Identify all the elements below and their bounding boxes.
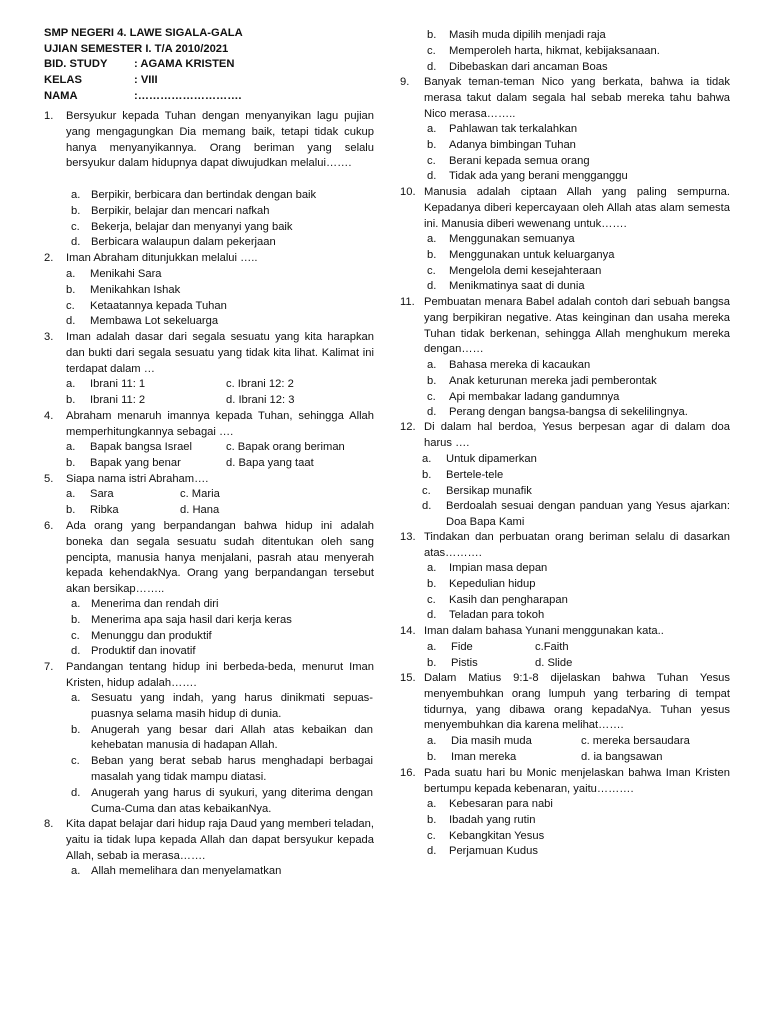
option-c[interactable] bbox=[71, 629, 361, 645]
question-10-options bbox=[427, 232, 727, 295]
question-number: 13. bbox=[400, 531, 416, 543]
option-text: Menunggu dan produktif bbox=[91, 629, 212, 642]
option-letter: b. bbox=[71, 723, 81, 736]
option-text: Anugerah yang harus di syukuri, yang diterima dengan Cuma-Cuma dan atas kebaikanNya. bbox=[91, 786, 373, 815]
option-text: Menerima apa saja hasil dari kerja keras bbox=[91, 613, 292, 626]
option-letter: b. bbox=[427, 29, 437, 41]
option-letter: b. bbox=[422, 468, 432, 481]
option-text: Membawa Lot sekeluarga bbox=[90, 315, 219, 328]
option-text: c. Bapak orang beriman bbox=[226, 441, 345, 453]
name-row bbox=[44, 89, 243, 105]
option-text: Menikmatinya saat di dunia bbox=[449, 280, 585, 293]
option-d[interactable] bbox=[66, 314, 356, 330]
option-letter: a. bbox=[71, 692, 81, 704]
question-10 bbox=[400, 185, 730, 232]
question-text: Tindakan dan perbuatan orang beriman selalu di dasarkan atas………. bbox=[424, 531, 730, 559]
question-number: 3. bbox=[44, 331, 54, 343]
option-text: d. Slide bbox=[535, 656, 573, 669]
option-text: c.Faith bbox=[535, 641, 569, 653]
option-text: Berbicara walaupun dalam pekerjaan bbox=[91, 236, 276, 249]
option-text: Dia masih muda bbox=[451, 735, 532, 747]
option-letter: a. bbox=[427, 735, 437, 747]
option-letter: a. bbox=[422, 453, 432, 465]
question-number: 12. bbox=[400, 421, 416, 433]
option-c[interactable] bbox=[180, 487, 220, 503]
option-text: Beban yang berat sebab harus menghadapi berbagai masalah yang tidak mampu diatasi. bbox=[91, 755, 373, 783]
question-6 bbox=[44, 519, 374, 598]
option-text: Pahlawan tak terkalahkan bbox=[449, 123, 578, 135]
option-letter: c. bbox=[71, 755, 80, 768]
option-c[interactable] bbox=[427, 390, 730, 406]
option-text: Allah memelihara dan menyelamatkan bbox=[91, 865, 282, 877]
option-letter: a. bbox=[66, 268, 76, 280]
question-11-options bbox=[427, 358, 730, 421]
question-1 bbox=[44, 109, 374, 172]
question-8 bbox=[44, 817, 374, 864]
option-c[interactable] bbox=[66, 299, 356, 315]
option-text: d. Ibrani 12: 3 bbox=[226, 393, 295, 406]
option-text: Ribka bbox=[90, 503, 119, 516]
option-b[interactable] bbox=[427, 28, 727, 44]
option-text: d. Bapa yang taat bbox=[226, 456, 314, 469]
option-letter: d. bbox=[427, 845, 437, 858]
option-text: Anugerah yang besar dari Allah atas kebaikan dan kehebatan manusia di hadapan Allah. bbox=[91, 723, 373, 752]
option-b[interactable] bbox=[427, 248, 727, 264]
option-a[interactable] bbox=[66, 440, 226, 456]
option-c[interactable] bbox=[427, 44, 727, 60]
option-letter: b. bbox=[427, 656, 437, 669]
option-row bbox=[66, 393, 366, 409]
option-a[interactable] bbox=[66, 267, 356, 283]
question-5 bbox=[44, 472, 374, 488]
option-d[interactable] bbox=[427, 844, 727, 860]
option-text: Sara bbox=[90, 488, 114, 500]
question-8-options-right bbox=[427, 28, 727, 75]
question-7 bbox=[44, 660, 374, 692]
option-c[interactable] bbox=[427, 593, 727, 609]
option-text: Kebangkitan Yesus bbox=[449, 829, 545, 842]
option-d[interactable] bbox=[427, 405, 730, 421]
option-text: Ketaatannya kepada Tuhan bbox=[90, 299, 227, 312]
option-letter: b. bbox=[66, 456, 76, 469]
option-letter: a. bbox=[71, 189, 81, 201]
option-b[interactable] bbox=[427, 138, 727, 154]
option-text: Bekerja, belajar dan menyanyi yang baik bbox=[91, 220, 293, 233]
option-text: c. mereka bersaudara bbox=[581, 735, 690, 747]
option-c[interactable] bbox=[71, 220, 361, 236]
class-key: KELAS bbox=[44, 74, 82, 87]
option-letter: b. bbox=[66, 283, 76, 296]
option-row bbox=[427, 734, 727, 750]
option-text: Kebesaran para nabi bbox=[449, 798, 553, 810]
question-5-options bbox=[66, 487, 366, 519]
option-a[interactable] bbox=[66, 377, 226, 393]
option-text: Berani kepada semua orang bbox=[449, 154, 590, 167]
option-text: Menikahkan Ishak bbox=[90, 283, 181, 296]
option-row bbox=[427, 640, 727, 656]
option-a[interactable] bbox=[427, 734, 581, 750]
option-text: Bapak yang benar bbox=[90, 456, 181, 469]
option-letter: c. bbox=[427, 264, 436, 277]
option-text: c. Ibrani 12: 2 bbox=[226, 378, 294, 390]
question-2 bbox=[44, 251, 374, 267]
question-12 bbox=[400, 420, 730, 452]
option-letter: d. bbox=[71, 645, 81, 658]
question-8-options-left bbox=[71, 864, 361, 880]
option-letter: c. bbox=[427, 44, 436, 57]
option-text: Berdoalah sesuai dengan panduan yang Yesus ajarkan: Doa Bapa Kami bbox=[446, 500, 730, 529]
option-text: Kasih dan pengharapan bbox=[449, 593, 568, 606]
option-letter: a. bbox=[71, 865, 81, 877]
option-text: c. Maria bbox=[180, 488, 220, 500]
option-row bbox=[66, 456, 376, 472]
option-b[interactable] bbox=[71, 204, 361, 220]
option-letter: d. bbox=[422, 500, 432, 513]
option-d[interactable] bbox=[427, 279, 727, 295]
option-text: Anak keturunan mereka jadi pemberontak bbox=[449, 374, 657, 387]
question-text: Iman dalam bahasa Yunani menggunakan kata.. bbox=[424, 625, 664, 637]
option-b[interactable] bbox=[66, 283, 356, 299]
question-number: 5. bbox=[44, 473, 54, 485]
option-text: Menikahi Sara bbox=[90, 268, 162, 280]
question-number: 14. bbox=[400, 625, 416, 637]
option-letter: a. bbox=[66, 378, 76, 390]
question-15 bbox=[400, 671, 730, 734]
option-text: Fide bbox=[451, 641, 473, 653]
option-a[interactable] bbox=[422, 452, 730, 468]
option-b[interactable] bbox=[71, 723, 373, 755]
option-text: Menggunakan untuk keluarganya bbox=[449, 248, 615, 261]
question-number: 4. bbox=[44, 410, 54, 422]
option-letter: a. bbox=[427, 798, 437, 810]
option-text: Untuk dipamerkan bbox=[446, 453, 537, 465]
question-text: Pandangan tentang hidup ini berbeda-beda, menurut Iman Kristen, hidup adalah……. bbox=[66, 661, 374, 689]
question-3-options bbox=[66, 377, 366, 409]
option-c[interactable] bbox=[427, 264, 727, 280]
option-letter: d. bbox=[71, 786, 81, 799]
question-9 bbox=[400, 75, 730, 122]
option-text: Bahasa mereka di kacaukan bbox=[449, 359, 591, 371]
question-9-options bbox=[427, 122, 727, 185]
option-text: Ibadah yang rutin bbox=[449, 813, 536, 826]
question-text: Banyak teman-teman Nico yang berkata, bahwa ia tidak merasa takut dalam segala hal sebab mereka tahu bahwa Nico merasa…….. bbox=[424, 76, 730, 120]
question-14-options bbox=[427, 640, 727, 672]
option-letter: b. bbox=[66, 503, 76, 516]
option-letter: a. bbox=[71, 598, 81, 610]
question-number: 16. bbox=[400, 767, 416, 779]
option-text: Dibebaskan dari ancaman Boas bbox=[449, 60, 608, 73]
option-letter: b. bbox=[427, 138, 437, 151]
question-text: Bersyukur kepada Tuhan dengan menyanyikan lagu pujian yang mengagungkan Dia memang baik, tetapi tidak cukup hanya menyanyikannya. Orang beriman yang selalu bersyukur dalam hidupnya dapat diwujudkan melalui……. bbox=[66, 110, 374, 170]
question-number: 1. bbox=[44, 110, 54, 122]
option-b[interactable] bbox=[427, 656, 535, 672]
option-text: Impian masa depan bbox=[449, 562, 548, 574]
question-1-options bbox=[71, 188, 361, 251]
question-number: 15. bbox=[400, 672, 416, 684]
question-text: Di dalam hal berdoa, Yesus berpesan agar di dalam doa harus …. bbox=[424, 421, 730, 449]
question-text: Kita dapat belajar dari hidup raja Daud yang memberi teladan, yaitu ia tidak lupa kepada Allah dan dapat bersyukur kepada Allah, sebab ia merasa……. bbox=[66, 818, 374, 862]
option-text: Mengelola demi kesejahteraan bbox=[449, 264, 602, 277]
option-text: Ibrani 11: 2 bbox=[90, 393, 146, 406]
option-text: d. Hana bbox=[180, 503, 220, 516]
option-a[interactable] bbox=[427, 640, 535, 656]
question-text: Iman adalah dasar dari segala sesuatu yang kita harapkan dan bukti dari segala sesuatu yang tidak kita lihat. Kalimat ini terdapat dalam … bbox=[66, 331, 374, 375]
option-text: Perjamuan Kudus bbox=[449, 845, 538, 858]
question-4-options bbox=[66, 440, 376, 472]
question-16-options bbox=[427, 797, 727, 860]
question-number: 6. bbox=[44, 520, 54, 532]
option-a[interactable] bbox=[427, 561, 727, 577]
option-text: Berpikir, berbicara dan bertindak dengan baik bbox=[91, 189, 317, 201]
option-d[interactable] bbox=[226, 393, 294, 409]
option-text: Bertele-tele bbox=[446, 468, 504, 481]
option-letter: a. bbox=[427, 233, 437, 245]
option-text: Menerima dan rendah diri bbox=[91, 598, 219, 610]
option-text: Ibrani 11: 1 bbox=[90, 378, 146, 390]
option-a[interactable] bbox=[427, 797, 727, 813]
option-b[interactable] bbox=[427, 813, 727, 829]
option-b[interactable] bbox=[427, 750, 581, 766]
class-value: : VIII bbox=[134, 74, 158, 87]
option-text: Api membakar ladang gandumnya bbox=[449, 390, 620, 403]
exam-header bbox=[44, 26, 243, 105]
option-c[interactable] bbox=[535, 640, 569, 656]
option-letter: c. bbox=[71, 220, 80, 233]
option-text: Kepedulian hidup bbox=[449, 577, 536, 590]
question-3 bbox=[44, 330, 374, 377]
option-letter: d. bbox=[427, 280, 437, 293]
option-d[interactable] bbox=[535, 656, 572, 672]
option-letter: d. bbox=[427, 609, 437, 622]
subject-key: BID. STUDY bbox=[44, 58, 108, 71]
option-letter: a. bbox=[427, 359, 437, 371]
question-number: 7. bbox=[44, 661, 54, 673]
option-letter: b. bbox=[427, 248, 437, 261]
option-a[interactable] bbox=[71, 864, 361, 880]
question-13 bbox=[400, 530, 730, 562]
option-c[interactable] bbox=[427, 154, 727, 170]
option-c[interactable] bbox=[581, 734, 690, 750]
option-a[interactable] bbox=[427, 232, 727, 248]
option-a[interactable] bbox=[66, 487, 180, 503]
question-4 bbox=[44, 409, 374, 441]
option-row bbox=[66, 377, 366, 393]
question-text: Iman Abraham ditunjukkan melalui ….. bbox=[66, 252, 258, 264]
option-text: Iman mereka bbox=[451, 750, 517, 763]
option-letter: d. bbox=[71, 236, 81, 249]
option-c[interactable] bbox=[71, 754, 373, 786]
question-number: 9. bbox=[400, 76, 410, 88]
subject-row bbox=[44, 57, 243, 73]
option-letter: b. bbox=[427, 577, 437, 590]
option-text: Masih muda dipilih menjadi raja bbox=[449, 29, 606, 41]
option-b[interactable] bbox=[427, 374, 730, 390]
option-text: Bapak bangsa Israel bbox=[90, 441, 192, 453]
option-row bbox=[427, 656, 727, 672]
option-text: Sesuatu yang indah, yang harus dinikmati sepuas-puasnya selama masih hidup di dunia. bbox=[91, 692, 373, 720]
option-letter: a. bbox=[66, 441, 76, 453]
option-b[interactable] bbox=[422, 468, 730, 484]
name-value: :………………………. bbox=[134, 89, 242, 102]
question-11 bbox=[400, 295, 730, 358]
question-7-options bbox=[71, 691, 373, 817]
option-a[interactable] bbox=[71, 188, 361, 204]
option-b[interactable] bbox=[66, 456, 226, 472]
option-letter: b. bbox=[427, 750, 437, 763]
option-letter: b. bbox=[71, 613, 81, 626]
question-6-options bbox=[71, 597, 361, 660]
option-d[interactable] bbox=[422, 499, 730, 531]
option-d[interactable] bbox=[180, 503, 219, 519]
question-text: Siapa nama istri Abraham…. bbox=[66, 473, 209, 485]
option-row bbox=[66, 487, 366, 503]
question-text: Pembuatan menara Babel adalah contoh dari sebuah bangsa yang berpikiran negative. Atas keinginan dan usaha mereka Tuhan tidak berkenan, sehingga Allah menghukum mereka dengan…… bbox=[424, 296, 730, 356]
option-c[interactable] bbox=[422, 484, 730, 500]
option-letter: c. bbox=[422, 484, 431, 497]
option-d[interactable] bbox=[427, 169, 727, 185]
question-15-options bbox=[427, 734, 727, 766]
question-text: Ada orang yang berpandangan bahwa hidup ini adalah boneka dan segala sesuatu sudah ditentukan oleh sang pencipta, manusia hanya menjalani, pasrah atau menyerah kepada kehendakNya. Orang yang berpandangan tersebut akan bersikap…….. bbox=[66, 520, 374, 596]
question-text: Dalam Matius 9:1-8 dijelaskan bahwa Tuhan Yesus menyembuhkan orang lumpuh yang terbaring di tempat tidurnya, yang dibawa orang kepadaNya. Tuhan yesus menyembuhkan dia karena melihat……. bbox=[424, 672, 730, 732]
question-text: Pada suatu hari bu Monic menjelaskan bahwa Iman Kristen bertumpu kepada kebenaran, yaitu………. bbox=[424, 767, 730, 795]
option-letter: a. bbox=[66, 488, 76, 500]
option-letter: a. bbox=[427, 562, 437, 574]
option-text: Memperoleh harta, hikmat, kebijaksanaan. bbox=[449, 44, 660, 57]
option-d[interactable] bbox=[71, 786, 373, 818]
option-c[interactable] bbox=[226, 440, 345, 456]
option-letter: b. bbox=[66, 393, 76, 406]
option-letter: b. bbox=[71, 204, 81, 217]
question-16 bbox=[400, 766, 730, 798]
option-letter: d. bbox=[427, 170, 437, 183]
option-row bbox=[66, 440, 376, 456]
option-letter: b. bbox=[427, 813, 437, 826]
option-letter: c. bbox=[427, 154, 436, 167]
option-letter: c. bbox=[427, 390, 436, 403]
option-b[interactable] bbox=[66, 393, 226, 409]
option-row bbox=[427, 750, 727, 766]
option-letter: c. bbox=[427, 829, 436, 842]
option-letter: d. bbox=[427, 406, 437, 419]
option-text: Berpikir, belajar dan mencari nafkah bbox=[91, 204, 270, 217]
question-number: 2. bbox=[44, 252, 54, 264]
option-a[interactable] bbox=[427, 122, 727, 138]
option-letter: d. bbox=[427, 60, 437, 73]
question-14 bbox=[400, 624, 730, 640]
exam-title: UJIAN SEMESTER I. T/A 2010/2021 bbox=[44, 42, 229, 55]
school-name: SMP NEGERI 4. LAWE SIGALA-GALA bbox=[44, 27, 243, 39]
option-text: Bersikap munafik bbox=[446, 484, 532, 497]
option-d[interactable] bbox=[71, 235, 361, 251]
subject-value: : AGAMA KRISTEN bbox=[134, 58, 235, 71]
option-letter: c. bbox=[66, 299, 75, 312]
option-letter: a. bbox=[427, 641, 437, 653]
option-text: Perang dengan bangsa-bangsa di sekelilingnya. bbox=[449, 406, 688, 419]
option-letter: d. bbox=[66, 315, 76, 328]
option-text: Tidak ada yang berani mengganggu bbox=[449, 170, 628, 183]
option-a[interactable] bbox=[427, 358, 730, 374]
option-a[interactable] bbox=[71, 597, 361, 613]
question-number: 8. bbox=[44, 818, 54, 830]
question-text: Manusia adalah ciptaan Allah yang paling sempurna. Kepadanya diberi kepercayaan oleh Allah atas alam semesta ini. Manusia diberi wewenang untuk……. bbox=[424, 186, 730, 230]
question-13-options bbox=[427, 561, 727, 624]
question-12-options bbox=[422, 452, 730, 531]
question-number: 11. bbox=[400, 296, 415, 308]
option-d[interactable] bbox=[581, 750, 662, 766]
option-letter: b. bbox=[427, 374, 437, 387]
option-text: Produktif dan inovatif bbox=[91, 645, 196, 658]
option-letter: c. bbox=[427, 593, 436, 606]
option-text: Teladan para tokoh bbox=[449, 609, 545, 622]
name-key: NAMA bbox=[44, 89, 78, 102]
option-letter: c. bbox=[71, 629, 80, 642]
option-letter: a. bbox=[427, 123, 437, 135]
option-d[interactable] bbox=[427, 60, 727, 76]
option-d[interactable] bbox=[226, 456, 314, 472]
option-a[interactable] bbox=[71, 691, 373, 723]
option-b[interactable] bbox=[71, 613, 361, 629]
option-text: Menggunakan semuanya bbox=[449, 233, 575, 245]
question-text: Abraham menaruh imannya kepada Tuhan, sehingga Allah memperhitungkannya sebagai …. bbox=[66, 410, 374, 438]
option-d[interactable] bbox=[427, 608, 727, 624]
option-c[interactable] bbox=[427, 829, 727, 845]
question-number: 10. bbox=[400, 186, 416, 198]
option-d[interactable] bbox=[71, 644, 361, 660]
class-row bbox=[44, 73, 243, 89]
option-text: Pistis bbox=[451, 656, 478, 669]
option-row bbox=[66, 503, 366, 519]
question-2-options bbox=[66, 267, 356, 330]
option-c[interactable] bbox=[226, 377, 294, 393]
option-b[interactable] bbox=[427, 577, 727, 593]
option-text: Adanya bimbingan Tuhan bbox=[449, 138, 576, 151]
option-b[interactable] bbox=[66, 503, 180, 519]
option-text: d. ia bangsawan bbox=[581, 750, 663, 763]
